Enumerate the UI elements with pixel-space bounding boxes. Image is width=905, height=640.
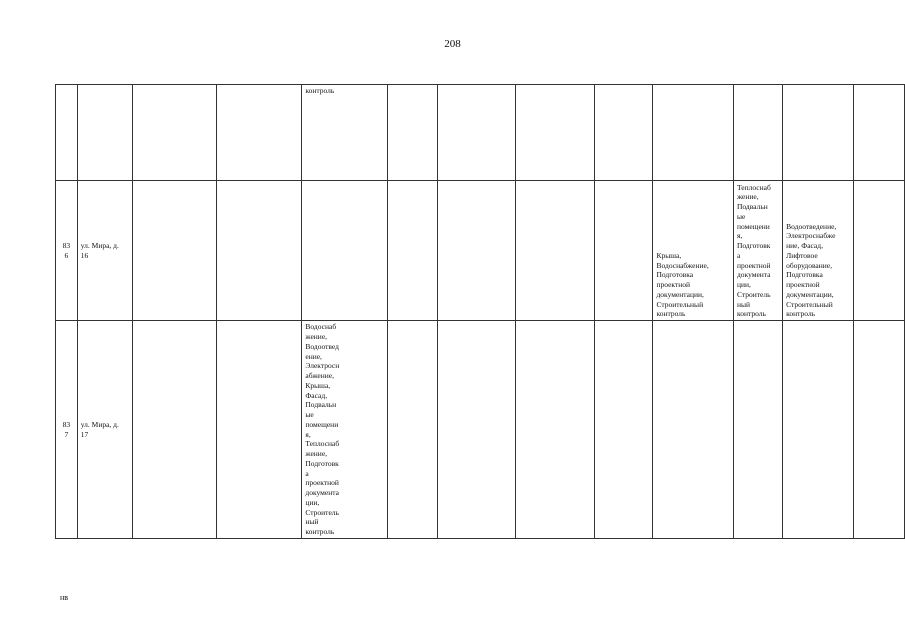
table-cell	[132, 85, 216, 181]
table-cell	[217, 321, 302, 539]
works-cell	[733, 321, 782, 539]
table-cell	[594, 85, 653, 181]
address-cell: ул. Мира, д. 16	[77, 181, 132, 321]
footer-mark: нв	[60, 593, 69, 602]
table-cell	[217, 181, 302, 321]
row-number-cell	[56, 85, 78, 181]
table-row	[56, 85, 905, 181]
table-cell	[516, 321, 594, 539]
works-cell	[783, 321, 854, 539]
works-cell	[783, 85, 854, 181]
table-cell	[853, 85, 904, 181]
table-cell	[516, 181, 594, 321]
table-cell	[594, 181, 653, 321]
table-cell	[387, 181, 437, 321]
address-cell	[77, 85, 132, 181]
table-cell	[853, 181, 904, 321]
table-cell	[387, 85, 437, 181]
works-cell	[653, 321, 734, 539]
works-cell: Водоснаб жение, Водоотвед ение, Электросн абжение, Крыша, Фасад, Подвальн ые помещени я, Теплоснаб жение, Подготовк а проектной документа ции, Строитель ный контроль	[302, 321, 387, 539]
works-cell: Теплоснаб жение, Подвальн ые помещени я, Подготовк а проектной документа ции, Строитель ный контроль	[733, 181, 782, 321]
works-cell: Водоотведение, Электроснабже ние, Фасад, Лифтовое оборудование, Подготовка проектной документации, Строительный контроль	[783, 181, 854, 321]
table-row	[56, 181, 905, 321]
table-cell	[594, 321, 653, 539]
table-cell	[387, 321, 437, 539]
address-cell: ул. Мира, д. 17	[77, 321, 132, 539]
table-cell	[437, 321, 515, 539]
page-number: 208	[444, 38, 461, 50]
row-number-cell: 83 7	[56, 321, 78, 539]
row-number-cell: 83 6	[56, 181, 78, 321]
table-cell	[132, 181, 216, 321]
table-cell	[437, 181, 515, 321]
table-row	[56, 321, 905, 539]
works-cell	[302, 181, 387, 321]
works-cell: Крыша, Водоснабжение, Подготовка проектной документации, Строительный контроль	[653, 181, 734, 321]
works-cell: контроль	[302, 85, 387, 181]
table-cell	[217, 85, 302, 181]
table-cell	[853, 321, 904, 539]
works-cell	[733, 85, 782, 181]
repair-schedule-table	[55, 84, 905, 539]
works-cell	[653, 85, 734, 181]
table-cell	[437, 85, 515, 181]
table-cell	[516, 85, 594, 181]
table-cell	[132, 321, 216, 539]
